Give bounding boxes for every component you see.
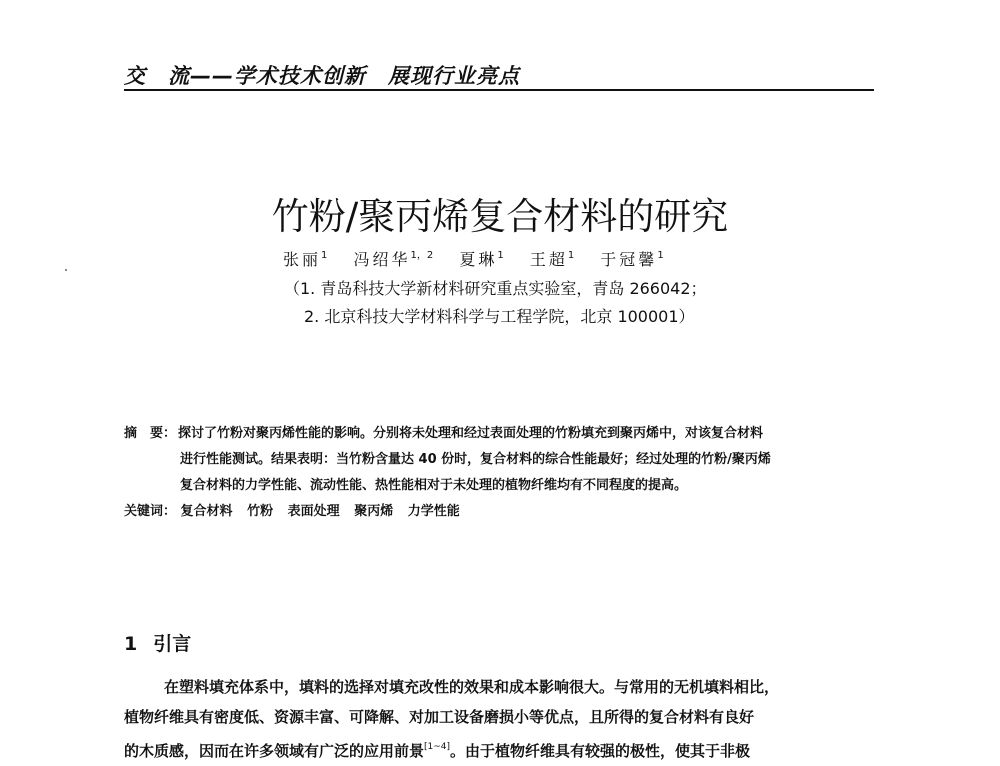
keyword: 聚丙烯 [354,504,394,519]
author: 冯绍华$^{1,2}$ [353,250,434,269]
keyword: 竹粉 [247,504,274,519]
author: 于冠馨$^1$ [600,250,664,269]
abstract-line: 摘 要： 探讨了竹粉对聚丙烯性能的影响。分别将未处理和经过表面处理的竹粉填充到聚丙烯中，对该复合材料 [124,426,764,441]
body-line: 植物纤维具有密度低、资源丰富、可降解、对加工设备磨损小等优点，且所得的复合材料有良好 [124,708,755,726]
header-rule [124,89,874,91]
running-header [124,56,874,92]
body-line: 在塑料填充体系中，填料的选择对填充改性的效果和成本影响很大。与常用的无机填料相比， [164,678,780,696]
keyword: 力学性能 [407,504,460,519]
abstract-label: 摘 要： [124,426,177,441]
body-line: 的木质感，因而在许多领域有广泛的应用前景[1~4]。由于植物纤维具有较强的极性，使其于非极 [124,742,751,760]
keywords [124,500,470,519]
author: 夏琳$^1$ [459,250,504,269]
author-list [283,246,803,270]
abstract-line: 复合材料的力学性能、流动性能、热性能相对于未处理的植物纤维均有不同程度的提高。 [180,478,688,493]
section-title: 引言 [153,633,192,655]
section-heading [124,629,191,656]
keywords-label: 关键词： [124,504,177,519]
citation-ref: [1~4] [424,742,451,752]
section-number: 1 [124,633,138,655]
author: 王超$^1$ [529,250,575,269]
keyword: 表面处理 [287,504,340,519]
affiliation-1: （1. 青岛科技大学新材料研究重点实验室，青岛 266042； [284,279,707,298]
scan-speck [65,269,67,271]
author: 张丽$^1$ [283,250,328,269]
paper-title: 竹粉/聚丙烯复合材料的研究 [271,195,729,238]
body-text [124,672,884,766]
keyword: 复合材料 [180,504,233,519]
running-header-text: 交 流——学术技术创新 展现行业亮点 [124,64,520,88]
abstract [124,421,884,499]
abstract-line: 进行性能测试。结果表明：当竹粉含量达 40 份时，复合材料的综合性能最好；经过处理的竹粉/聚丙烯 [180,452,771,467]
affiliation-2: 2. 北京科技大学材料科学与工程学院，北京 100001） [304,307,695,326]
